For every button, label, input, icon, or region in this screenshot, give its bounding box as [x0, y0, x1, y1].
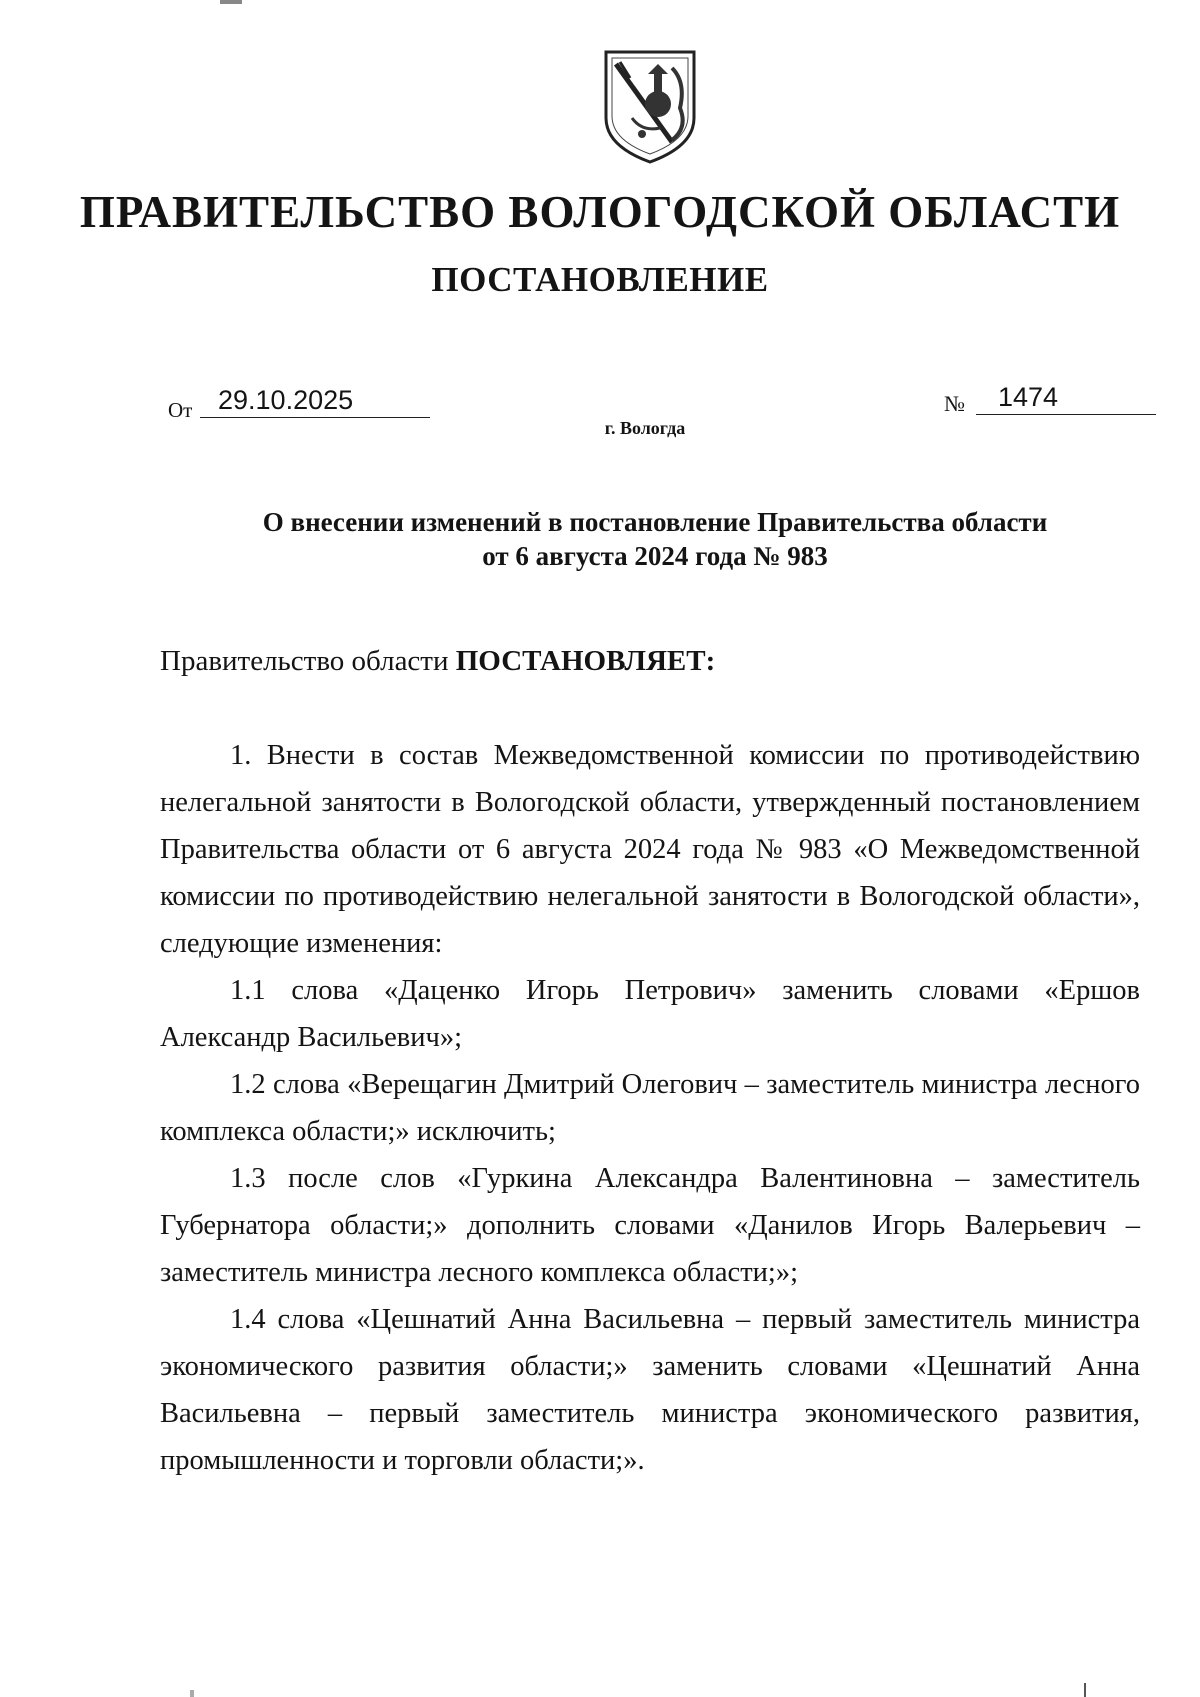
paragraph-1: 1. Внести в состав Межведомственной комиссии по противодействию нелегальной занятости в Вологодской области, утвержденный постановлением Правительства области от 6 августа 2024 года № 983 «О Межведомственной комиссии по противодействию нелегальной занятости в Вологодской области», следующие изменения:	[160, 740, 1140, 959]
document-subject	[160, 505, 1150, 573]
preamble-verb: ПОСТАНОВЛЯЕТ:	[455, 645, 716, 677]
subject-line: от 6 августа 2024 года № 983	[482, 541, 828, 571]
document-date: 29.10.2025	[200, 383, 430, 418]
preamble-text: Правительство области	[160, 645, 456, 677]
subject-line: О внесении изменений в постановление Правительства области	[262, 507, 1048, 537]
paragraph-1-1: 1.1 слова «Даценко Игорь Петрович» заменить словами «Ершов Александр Васильевич»;	[160, 975, 1140, 1053]
document-type: ПОСТАНОВЛЕНИЕ	[431, 260, 769, 299]
scan-mark	[220, 0, 242, 4]
paragraph-1-3: 1.3 после слов «Гуркина Александра Валентиновна – заместитель Губернатора области;» дополнить словами «Данилов Игорь Валерьевич – заместитель министра лесного комплекса области;»;	[160, 1163, 1140, 1288]
document-number: 1474	[976, 380, 1156, 415]
city: г. Вологда	[604, 418, 686, 438]
paragraph-1-2: 1.2 слова «Верещагин Дмитрий Олегович – заместитель министра лесного комплекса области;» исключить;	[160, 1069, 1140, 1147]
number-label: №	[944, 391, 965, 416]
date-label: От	[168, 398, 193, 422]
coat-of-arms-icon	[602, 48, 698, 166]
paragraph-1-4: 1.4 слова «Цешнатий Анна Васильевна – первый заместитель министра экономического развития области;» заменить словами «Цешнатий Анна Васильевна – первый заместитель министра экономического развития, промышленности и торговли области;».	[160, 1304, 1140, 1476]
scan-mark	[190, 1690, 194, 1697]
government-title: ПРАВИТЕЛЬСТВО ВОЛОГОДСКОЙ ОБЛАСТИ	[79, 187, 1121, 237]
scan-mark	[1084, 1683, 1086, 1697]
preamble	[160, 645, 715, 678]
document-body	[160, 732, 1140, 1484]
